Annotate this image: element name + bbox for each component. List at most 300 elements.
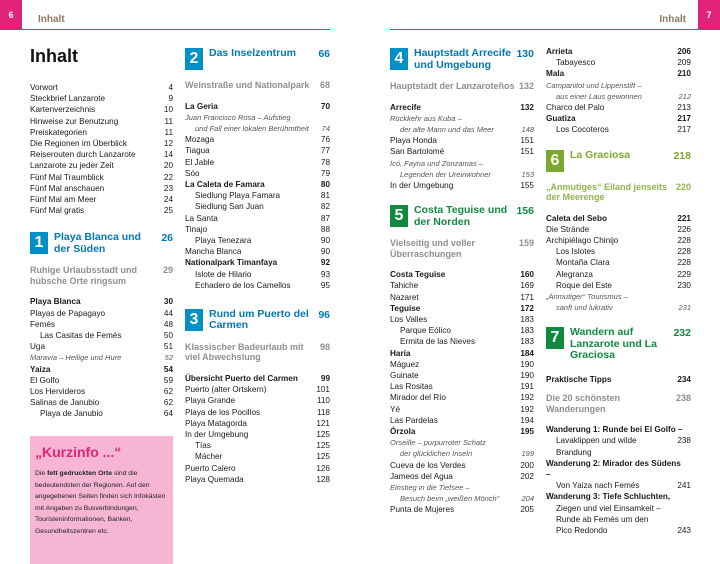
toc-entry-title: Fünf Mal Traumblick (30, 172, 104, 182)
toc-entry (546, 514, 691, 525)
running-header-left: Inhalt (38, 14, 65, 25)
toc-entry-page: 183 (520, 314, 534, 324)
subtitle-page: 29 (162, 265, 173, 276)
toc-entry (185, 134, 330, 145)
toc-entry-title: Las Casitas de Femés (40, 331, 122, 341)
toc-entry-page: 51 (163, 342, 173, 352)
toc-entry-title: Ermita de las Nieves (400, 337, 476, 347)
toc-entry (390, 460, 534, 471)
toc-entry (546, 246, 691, 257)
toc-entry-page: 59 (163, 375, 173, 385)
toc-entry-page (326, 112, 330, 123)
toc-entry-title: Yaiza (30, 364, 51, 374)
kurzinfo-title: „Kurzinfo ...“ (35, 444, 122, 460)
toc-entry-title: Puerto Calero (185, 463, 236, 473)
toc-entry-page: 217 (677, 125, 691, 135)
toc-column-4 (546, 46, 691, 536)
toc-entry-title: Siedlung Playa Famara (195, 191, 281, 201)
section-heading (546, 327, 691, 362)
toc-entry-title: Tabayesco (556, 58, 596, 68)
toc-entry-page: 54 (163, 364, 173, 374)
toc-entry (546, 91, 691, 102)
toc-entry-page (530, 482, 534, 493)
toc-entry (185, 418, 330, 429)
toc-entry (30, 296, 173, 307)
intro-list (30, 82, 173, 216)
toc-entry-title: Rückkehr aus Kuba – (390, 113, 462, 123)
toc-entry (390, 448, 534, 459)
toc-entry (30, 116, 173, 127)
toc-entry-title: der alte Mann und das Meer (400, 124, 494, 134)
toc-entry-page: 184 (520, 348, 534, 358)
section-title: Wandern auf Lanzarote und La Graciosa (570, 326, 657, 362)
toc-entry-page: 132 (520, 102, 534, 112)
subtitle-page: 68 (319, 80, 330, 90)
toc-entry-page: 238 (677, 436, 691, 446)
toc-entry-title: Playa Honda (390, 136, 437, 146)
toc-entry-page: 125 (316, 441, 330, 451)
toc-entry-page: 192 (520, 393, 534, 403)
subtitle-text: Vielseitig und voller Überraschungen (390, 238, 475, 259)
toc-entry-title: Übersicht Puerto del Carmen (185, 373, 298, 383)
toc-entry-title: Tiagua (185, 146, 210, 156)
toc-entry (185, 474, 330, 485)
toc-entry (546, 374, 691, 385)
toc-entry-title: Salinas de Janubio (30, 398, 100, 408)
toc-entry-title: El Jable (185, 157, 215, 167)
toc-entry-page: 12 (163, 139, 173, 149)
toc-entry-page: 93 (320, 269, 330, 279)
section-title: La Graciosa (570, 148, 631, 161)
toc-entry (30, 93, 173, 104)
toc-entry-page: 183 (520, 337, 534, 347)
toc-entry (546, 80, 691, 91)
toc-entry-page: 228 (677, 247, 691, 257)
toc-entry-title: Runde ab Femés um den (556, 514, 649, 524)
section-heading (390, 48, 534, 71)
toc-entry (546, 291, 691, 302)
toc-entry-title: Nationalpark Timanfaya (185, 258, 278, 268)
toc-entry-page: 79 (320, 168, 330, 178)
toc-entry-page: 9 (168, 94, 173, 104)
toc-entry (546, 302, 691, 313)
subtitle-text: Klassischer Badeurlaub mit viel Abwechslung (185, 341, 304, 363)
toc-entry (390, 314, 534, 325)
toc-entry (546, 224, 691, 235)
toc-entry (30, 172, 173, 183)
toc-entry-title: „Anmutiger“ Tourismus – (546, 292, 628, 302)
toc-entry-title: Islote de Hilario (195, 269, 252, 279)
toc-entry (30, 375, 173, 386)
toc-entry-title: Besuch beim „weißen Mönch“ (400, 494, 500, 504)
toc-entry-page: 190 (520, 370, 534, 380)
toc-entry-page: 30 (163, 297, 173, 307)
toc-entry (30, 330, 173, 341)
section-3 (185, 309, 330, 485)
toc-entry-title: Reiserouten durch Lanzarote (30, 150, 136, 160)
toc-entry-page: 52 (164, 353, 173, 363)
section-7 (546, 327, 691, 536)
toc-entry (390, 370, 534, 381)
section-heading (185, 48, 330, 70)
toc-entry-page: 76 (320, 135, 330, 145)
toc-entry-title: Roque del Este (556, 280, 612, 290)
toc-entry-page: 14 (163, 150, 173, 160)
toc-entry (30, 160, 173, 171)
toc-entry (185, 235, 330, 246)
toc-entry-page: 226 (677, 224, 691, 234)
toc-entry-page: 80 (320, 179, 330, 189)
section-subtitle (185, 80, 330, 91)
toc-entry-title: Guatiza (546, 114, 576, 124)
toc-entry (390, 280, 534, 291)
toc-entry (546, 435, 691, 457)
toc-entry (390, 146, 534, 157)
toc-entry-page: 77 (320, 146, 330, 156)
toc-entry (546, 257, 691, 268)
toc-entry-page: 195 (520, 426, 534, 436)
toc-entry-title: Los Valles (390, 314, 428, 324)
toc-entry-title: Playas de Papagayo (30, 308, 106, 318)
toc-entry-page: 148 (521, 124, 534, 134)
toc-entry-title: Playa Matagorda (185, 418, 247, 428)
page-number-right: 7 (698, 0, 720, 30)
section-subtitle (390, 238, 534, 259)
toc-column-2 (185, 46, 330, 485)
toc-entry (546, 269, 691, 280)
toc-entry (185, 395, 330, 406)
toc-entry-page: 101 (316, 385, 330, 395)
toc-entry-page: 25 (163, 206, 173, 216)
toc-entry-page: 90 (320, 247, 330, 257)
toc-entry-title: Los Islotes (556, 247, 596, 257)
toc-entry-title: In der Umgebung (185, 429, 249, 439)
toc-entry-page: 62 (163, 398, 173, 408)
toc-entry (546, 235, 691, 246)
toc-entry-title: Wanderung 1: Runde bei El Golfo – (546, 425, 683, 435)
subtitle-page: 98 (319, 341, 330, 352)
toc-entry-title: La Caleta de Famara (185, 179, 265, 189)
toc-entry-page: 70 (320, 101, 330, 111)
toc-entry (390, 303, 534, 314)
kurzinfo-box (30, 436, 173, 564)
toc-entry-title: Die Strände (546, 224, 590, 234)
toc-entry (390, 180, 534, 191)
toc-entry-title: Nazaret (390, 292, 419, 302)
section-title: Rund um Puerto del Carmen (209, 307, 309, 332)
toc-entry-page: 88 (320, 224, 330, 234)
toc-entry-page: 95 (320, 280, 330, 290)
toc-entry-title: Cueva de los Verdes (390, 460, 466, 470)
toc-entry-title: Wanderung 3: Tiefe Schluchten, (546, 492, 671, 502)
toc-entry-title: Máguez (390, 359, 420, 369)
section-number: 2 (185, 48, 203, 70)
toc-entry (546, 68, 691, 79)
toc-entry (30, 308, 173, 319)
toc-entry-title: Legenden der Ureinwohner (400, 169, 491, 179)
toc-entry-page: 99 (320, 373, 330, 383)
toc-entry (185, 157, 330, 168)
toc-entry (390, 392, 534, 403)
section-5-continued (546, 46, 691, 136)
toc-entry-title: Playa de los Pocillos (185, 407, 261, 417)
toc-entry-title: Jameos del Agua (390, 471, 453, 481)
toc-entry (546, 46, 691, 57)
toc-entry-page (530, 437, 534, 448)
toc-entry-title: Las Rositas (390, 382, 433, 392)
section-page: 130 (516, 48, 534, 60)
toc-entry (390, 504, 534, 515)
toc-entry-title: Icó, Fayna und Zonzamas – (390, 158, 483, 168)
toc-entry (185, 101, 330, 112)
toc-entry (390, 415, 534, 426)
section-6 (546, 150, 691, 314)
section-page: 156 (516, 205, 534, 218)
toc-entry-title: Playa Tenezara (195, 235, 252, 245)
toc-entry (30, 194, 173, 205)
toc-entry-page: 229 (677, 269, 691, 279)
toc-entry-page: 153 (521, 169, 534, 179)
toc-entry-page: 78 (320, 157, 330, 167)
subtitle-page: 220 (675, 181, 691, 192)
toc-entry-title: Teguise (390, 303, 421, 313)
toc-entry-title: Siedlung San Juan (195, 202, 264, 212)
toc-entry (185, 213, 330, 224)
toc-entry-title: Uga (30, 342, 46, 352)
toc-entry (185, 179, 330, 190)
subtitle-text: Ruhige Urlaubsstadt und hübsche Orte ringsum (30, 265, 138, 286)
toc-entry-page (687, 491, 691, 502)
toc-entry (390, 102, 534, 113)
toc-entry (185, 201, 330, 212)
toc-entry-page: 87 (320, 213, 330, 223)
toc-entry-page: 199 (521, 449, 534, 459)
toc-entry-title: Los Hervideros (30, 387, 86, 397)
toc-entry (30, 82, 173, 93)
toc-column-1 (30, 82, 173, 420)
toc-entry (546, 525, 691, 536)
toc-entry-title: Fünf Mal am Meer (30, 195, 97, 205)
section-title: Costa Teguise und der Norden (414, 204, 508, 228)
toc-entry-page: 22 (163, 172, 173, 182)
toc-entry-page: 228 (677, 258, 691, 268)
toc-entry (546, 124, 691, 135)
toc-entry-page (687, 291, 691, 302)
toc-entry (390, 135, 534, 146)
toc-entry-title: Parque Eólico (400, 326, 451, 336)
toc-entry-page: 192 (520, 404, 534, 414)
toc-entry-title: Costa Teguise (390, 270, 446, 280)
toc-entry-page (687, 514, 691, 525)
toc-entry-page (687, 80, 691, 91)
toc-entry (185, 373, 330, 384)
header-rule-right (390, 29, 698, 30)
toc-entry-page: 205 (520, 505, 534, 515)
toc-entry-title: Tinajo (185, 224, 207, 234)
toc-entry-title: Yé (390, 404, 401, 414)
toc-entry-title: Lavaklippen und wilde Brandung (556, 436, 637, 457)
toc-entry-page: 234 (677, 374, 691, 384)
toc-entry-title: Arrecife (390, 102, 421, 112)
toc-entry (30, 352, 173, 363)
toc-entry-page: 191 (520, 382, 534, 392)
toc-entry-page: 64 (163, 409, 173, 419)
section-5 (390, 205, 534, 515)
toc-entry-page: 210 (677, 69, 691, 79)
section-page: 232 (673, 327, 691, 340)
toc-entry-page (687, 503, 691, 514)
toc-entry-title: Mirador del Río (390, 393, 446, 403)
section-page: 66 (318, 48, 330, 60)
toc-entry (30, 205, 173, 216)
toc-entry-page: 126 (316, 463, 330, 473)
toc-entry-title: Guinate (390, 370, 419, 380)
toc-entry (185, 384, 330, 395)
toc-entry (185, 190, 330, 201)
toc-entry-page (530, 113, 534, 124)
toc-entry (390, 348, 534, 359)
toc-entry-page: 217 (677, 114, 691, 124)
subtitle-text: Hauptstadt der Lanzaroteños (390, 81, 515, 91)
toc-entry-page: 81 (320, 191, 330, 201)
section-page: 218 (673, 149, 691, 162)
toc-entry (390, 437, 534, 448)
toc-entry (546, 458, 691, 480)
toc-entry-page: 194 (520, 415, 534, 425)
toc-entry-title: Archipiélago Chinijo (546, 236, 619, 246)
toc-entry-page: 125 (316, 452, 330, 462)
toc-entry (185, 280, 330, 291)
toc-entry (185, 269, 330, 280)
toc-entry-title: Von Yaiza nach Femés (556, 481, 640, 491)
toc-entry (185, 257, 330, 268)
toc-entry-title: Mala (546, 69, 565, 79)
toc-entry-title: Playa Blanca (30, 297, 81, 307)
toc-entry (546, 102, 691, 113)
toc-entry (390, 381, 534, 392)
toc-entry-title: Orseille – purpurroter Schatz (390, 438, 486, 448)
toc-entry-page: 241 (677, 481, 691, 491)
toc-entry (390, 426, 534, 437)
section-title: Hauptstadt Arrecife und Umgebung (414, 47, 512, 71)
toc-entry (185, 407, 330, 418)
toc-entry (30, 104, 173, 115)
toc-entry-title: Playa Quemada (185, 474, 244, 484)
section-subtitle (546, 393, 691, 414)
subtitle-page: 132 (518, 81, 534, 91)
toc-entry-page: 125 (316, 429, 330, 439)
toc-entry-page: 228 (677, 236, 691, 246)
toc-entry (30, 386, 173, 397)
toc-entry (30, 183, 173, 194)
toc-entry-title: Tahiche (390, 281, 419, 291)
toc-entry (185, 463, 330, 474)
toc-entry-title: Echadero de los Camellos (195, 280, 291, 290)
section-title: Playa Blanca und der Süden (54, 231, 141, 255)
toc-entry (30, 397, 173, 408)
toc-entry-title: Las Pardelas (390, 415, 438, 425)
section-heading (390, 205, 534, 228)
section-number: 7 (546, 327, 564, 349)
toc-entry (390, 158, 534, 169)
toc-entry-page: 50 (163, 331, 173, 341)
toc-entry-page: 155 (520, 180, 534, 190)
section-number: 3 (185, 309, 203, 331)
toc-entry-title: Kartenverzeichnis (30, 105, 96, 115)
toc-entry (30, 319, 173, 330)
toc-entry (185, 246, 330, 257)
toc-entry (185, 224, 330, 235)
toc-entry (390, 113, 534, 124)
toc-entry-page: 82 (320, 202, 330, 212)
toc-entry (546, 424, 691, 435)
toc-entry-title: Los Cocoteros (556, 125, 609, 135)
kurzinfo-text: Die fett gedruckten Orte sind die bedeutendsten der Regionen. Auf den angegebenen Seiten finden sich Infokästen mit Angaben zu Busverbindungen, Touristeninformationen, Banken, Gesundheitszentren etc. (35, 470, 166, 535)
toc-entry-title: San Bartolomé (390, 147, 445, 157)
toc-entry (390, 471, 534, 482)
section-2 (185, 48, 330, 291)
toc-entry-page: 243 (677, 525, 691, 535)
subtitle-page: 238 (675, 393, 691, 404)
toc-entry-page: 110 (316, 396, 330, 406)
toc-entry (546, 480, 691, 491)
toc-entry-title: Alegranza (556, 269, 593, 279)
toc-entry-title: Ziegen und viel Einsamkeit – (556, 503, 661, 513)
toc-entry (185, 429, 330, 440)
toc-entry-page: 151 (520, 136, 534, 146)
section-1 (30, 232, 173, 419)
toc-entry (185, 112, 330, 123)
section-number: 1 (30, 232, 48, 254)
toc-entry-page: 183 (520, 326, 534, 336)
toc-entry-title: Puerto (alter Ortskern) (185, 385, 267, 395)
toc-entry-page: 221 (677, 213, 691, 223)
toc-entry-page (687, 458, 691, 480)
toc-entry-title: Montaña Clara (556, 258, 610, 268)
toc-entry-page: 171 (520, 292, 534, 302)
toc-entry-page: 20 (163, 161, 173, 171)
toc-entry-title: Einstieg in die Tiefsee – (390, 482, 470, 492)
toc-entry-title: Tías (195, 441, 211, 451)
toc-entry-page: 90 (320, 235, 330, 245)
toc-entry-title: La Santa (185, 213, 218, 223)
toc-entry-page: 209 (677, 58, 691, 68)
section-subtitle (30, 265, 173, 286)
toc-entry-page: 204 (521, 494, 534, 504)
toc-entry-page: 230 (677, 280, 691, 290)
toc-entry (185, 145, 330, 156)
toc-entry (546, 113, 691, 124)
toc-entry-title: Steckbrief Lanzarote (30, 94, 106, 104)
section-number: 6 (546, 150, 564, 172)
toc-entry (390, 269, 534, 280)
toc-entry (546, 57, 691, 68)
toc-entry-title: Praktische Tipps (546, 374, 612, 384)
toc-entry-page: 202 (520, 471, 534, 481)
toc-entry-page: 10 (163, 105, 173, 115)
toc-entry-page: 11 (164, 127, 173, 137)
toc-entry (185, 123, 330, 134)
toc-entry-page: 200 (520, 460, 534, 470)
toc-entry-title: In der Umgebung (390, 180, 454, 190)
toc-entry-title: Fünf Mal anschauen (30, 183, 105, 193)
toc-entry-page: 172 (520, 303, 534, 313)
subtitle-text: „Anmutiges“ Eiland jenseits der Meerenge (546, 181, 668, 203)
toc-entry (185, 440, 330, 451)
toc-entry-page: 151 (520, 147, 534, 157)
toc-entry-title: Hinweise zur Benutzung (30, 116, 119, 126)
toc-entry-title: Die Regionen im Überblick (30, 139, 127, 149)
